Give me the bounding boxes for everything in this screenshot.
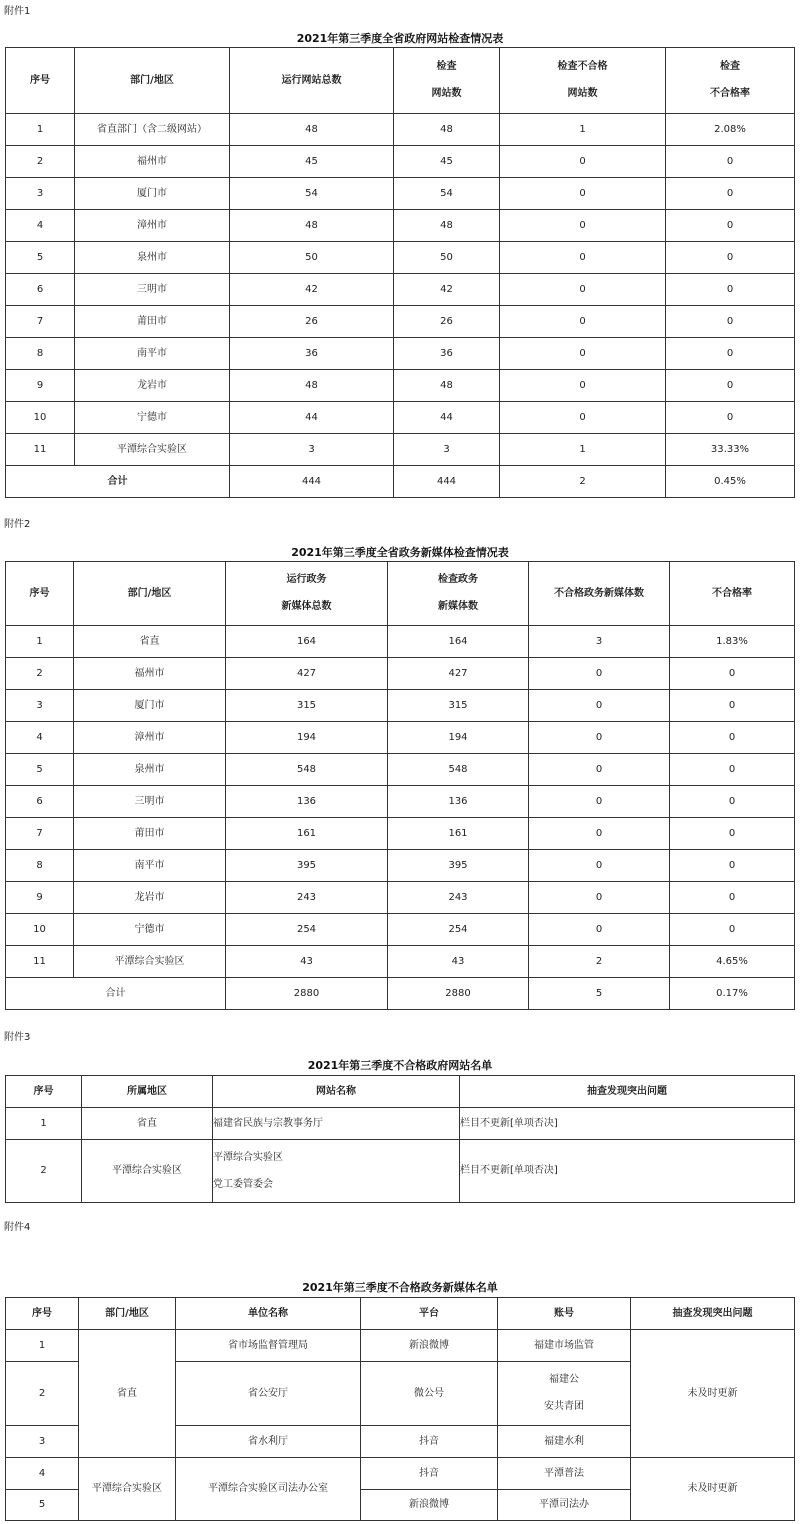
- row-rate: 0: [666, 402, 795, 434]
- row-seq: 11: [6, 434, 75, 466]
- table-row: [6, 1108, 795, 1140]
- row-unit: 省水利厅: [176, 1426, 361, 1458]
- row-rate: 0: [666, 338, 795, 370]
- row-failed: 0: [500, 402, 666, 434]
- row-seq: 5: [6, 1490, 79, 1521]
- row-region: 平潭综合实验区: [82, 1140, 213, 1203]
- table-row: [6, 850, 795, 882]
- row-failed: 0: [500, 178, 666, 210]
- row-seq: 2: [6, 1140, 82, 1203]
- row-total: 315: [226, 690, 388, 722]
- row-account: 平潭普法: [498, 1458, 631, 1490]
- row-rate: 0: [670, 818, 795, 850]
- col-header-issue: 抽查发现突出问题: [631, 1298, 795, 1330]
- row-platform: 微公号: [361, 1362, 498, 1426]
- row-failed: 0: [529, 658, 670, 690]
- col-header-fail-rate: 检查 不合格率: [666, 48, 795, 114]
- table-row: [6, 434, 795, 466]
- col-header-fail-rate: 不合格率: [670, 562, 795, 626]
- row-seq: 2: [6, 658, 74, 690]
- table-row: [6, 274, 795, 306]
- row-total: 243: [226, 882, 388, 914]
- table-row: [6, 626, 795, 658]
- row-dept: 厦门市: [75, 178, 230, 210]
- table-row: [6, 1140, 795, 1203]
- row-total: 36: [230, 338, 394, 370]
- row-rate: 0: [666, 242, 795, 274]
- table-row: [6, 178, 795, 210]
- row-seq: 1: [6, 1108, 82, 1140]
- table-row: [6, 658, 795, 690]
- row-rate: 0: [670, 914, 795, 946]
- row-failed: 3: [529, 626, 670, 658]
- row-checked: 161: [388, 818, 529, 850]
- col-header-seq: 序号: [6, 1298, 79, 1330]
- col-header-region: 所属地区: [82, 1076, 213, 1108]
- row-seq: 5: [6, 242, 75, 274]
- row-total: 45: [230, 146, 394, 178]
- row-rate: 0: [666, 210, 795, 242]
- row-issue: 未及时更新: [631, 1330, 795, 1458]
- row-total: 164: [226, 626, 388, 658]
- table-row: [6, 370, 795, 402]
- total-failed: 5: [529, 978, 670, 1010]
- row-dept: 三明市: [74, 786, 226, 818]
- row-rate: 0: [670, 658, 795, 690]
- row-seq: 9: [6, 882, 74, 914]
- attachment-1-title: 2021年第三季度全省政府网站检查情况表: [296, 32, 504, 45]
- col-header-dept: 部门/地区: [79, 1298, 176, 1330]
- row-dept: 三明市: [75, 274, 230, 306]
- row-dept: 南平市: [75, 338, 230, 370]
- row-seq: 10: [6, 402, 75, 434]
- row-unit: 省公安厅: [176, 1362, 361, 1426]
- row-total: 194: [226, 722, 388, 754]
- row-site-name: 平潭综合实验区 党工委管委会: [213, 1140, 460, 1203]
- table-row: [6, 210, 795, 242]
- row-checked: 3: [394, 434, 500, 466]
- row-rate: 1.83%: [670, 626, 795, 658]
- row-checked: 243: [388, 882, 529, 914]
- row-seq: 3: [6, 178, 75, 210]
- row-failed: 0: [500, 146, 666, 178]
- row-dept: 龙岩市: [74, 882, 226, 914]
- row-seq: 1: [6, 626, 74, 658]
- row-checked: 427: [388, 658, 529, 690]
- col-header-dept: 部门/地区: [75, 48, 230, 114]
- table-row: [6, 754, 795, 786]
- table-header-row: [6, 1076, 795, 1108]
- total-label: 合计: [6, 466, 230, 498]
- row-checked: 395: [388, 850, 529, 882]
- row-seq: 10: [6, 914, 74, 946]
- row-checked: 136: [388, 786, 529, 818]
- table-row: [6, 402, 795, 434]
- row-total: 427: [226, 658, 388, 690]
- table-row: [6, 306, 795, 338]
- attachment-3-title: 2021年第三季度不合格政府网站名单: [307, 1059, 493, 1072]
- row-site-name: 福建省民族与宗教事务厅: [213, 1108, 460, 1140]
- row-rate: 0: [666, 146, 795, 178]
- col-header-seq: 序号: [6, 1076, 82, 1108]
- row-dept: 福州市: [75, 146, 230, 178]
- row-failed: 0: [529, 690, 670, 722]
- col-header-issue: 抽查发现突出问题: [460, 1076, 795, 1108]
- row-seq: 3: [6, 690, 74, 722]
- total-media: 2880: [226, 978, 388, 1010]
- row-total: 54: [230, 178, 394, 210]
- row-unit: 平潭综合实验区司法办公室: [176, 1458, 361, 1521]
- col-header-checked-sites: 检查 网站数: [394, 48, 500, 114]
- row-rate: 0: [670, 722, 795, 754]
- table-row: [6, 914, 795, 946]
- row-seq: 8: [6, 850, 74, 882]
- total-sites: 444: [230, 466, 394, 498]
- row-failed: 0: [500, 370, 666, 402]
- table-row: [6, 946, 795, 978]
- row-checked: 194: [388, 722, 529, 754]
- row-dept: 漳州市: [74, 722, 226, 754]
- table-row: [6, 690, 795, 722]
- row-platform: 新浪微博: [361, 1490, 498, 1521]
- row-checked: 45: [394, 146, 500, 178]
- row-rate: 0: [670, 882, 795, 914]
- col-header-unit: 单位名称: [176, 1298, 361, 1330]
- row-failed: 0: [529, 818, 670, 850]
- attachment-3-label: 附件3: [4, 1032, 31, 1043]
- row-failed: 0: [529, 914, 670, 946]
- col-header-account: 账号: [498, 1298, 631, 1330]
- row-dept: 省直: [79, 1330, 176, 1458]
- row-seq: 4: [6, 1458, 79, 1490]
- row-dept: 厦门市: [74, 690, 226, 722]
- total-checked: 444: [394, 466, 500, 498]
- table-row: [6, 114, 795, 146]
- row-checked: 54: [394, 178, 500, 210]
- row-dept: 漳州市: [75, 210, 230, 242]
- row-failed: 0: [529, 882, 670, 914]
- table-row: [6, 786, 795, 818]
- row-unit: 省市场监督管理局: [176, 1330, 361, 1362]
- row-seq: 6: [6, 786, 74, 818]
- row-seq: 8: [6, 338, 75, 370]
- attachment-4-title: 2021年第三季度不合格政务新媒体名单: [302, 1281, 498, 1294]
- table-row: [6, 1330, 795, 1362]
- row-failed: 0: [529, 754, 670, 786]
- row-platform: 新浪微博: [361, 1330, 498, 1362]
- table-row: [6, 242, 795, 274]
- row-failed: 0: [529, 722, 670, 754]
- row-failed: 0: [500, 306, 666, 338]
- row-checked: 48: [394, 210, 500, 242]
- row-checked: 254: [388, 914, 529, 946]
- row-dept: 莆田市: [75, 306, 230, 338]
- row-seq: 2: [6, 1362, 79, 1426]
- total-rate: 0.45%: [666, 466, 795, 498]
- row-checked: 315: [388, 690, 529, 722]
- failed-websites-table: [5, 1075, 795, 1203]
- row-platform: 抖音: [361, 1426, 498, 1458]
- col-header-checked-media: 检查政务 新媒体数: [388, 562, 529, 626]
- row-total: 48: [230, 370, 394, 402]
- row-seq: 9: [6, 370, 75, 402]
- col-header-failed-media: 不合格政务新媒体数: [529, 562, 670, 626]
- row-checked: 26: [394, 306, 500, 338]
- row-region: 省直: [82, 1108, 213, 1140]
- row-platform: 抖音: [361, 1458, 498, 1490]
- attachment-4-label: 附件4: [4, 1222, 31, 1233]
- row-total: 548: [226, 754, 388, 786]
- row-seq: 7: [6, 306, 75, 338]
- row-rate: 0: [670, 786, 795, 818]
- col-header-platform: 平台: [361, 1298, 498, 1330]
- row-checked: 48: [394, 114, 500, 146]
- row-total: 26: [230, 306, 394, 338]
- row-checked: 43: [388, 946, 529, 978]
- row-seq: 1: [6, 114, 75, 146]
- row-account: 福建市场监管: [498, 1330, 631, 1362]
- row-rate: 2.08%: [666, 114, 795, 146]
- website-inspection-table: [5, 47, 795, 498]
- row-dept: 省直部门（含二级网站）: [75, 114, 230, 146]
- row-rate: 0: [670, 754, 795, 786]
- row-rate: 0: [666, 370, 795, 402]
- row-dept: 龙岩市: [75, 370, 230, 402]
- table-row: [6, 722, 795, 754]
- row-dept: 平潭综合实验区: [74, 946, 226, 978]
- row-total: 395: [226, 850, 388, 882]
- row-seq: 6: [6, 274, 75, 306]
- table-header-row: [6, 48, 795, 114]
- total-label: 合计: [6, 978, 226, 1010]
- row-total: 48: [230, 210, 394, 242]
- row-account: 平潭司法办: [498, 1490, 631, 1521]
- row-dept: 宁德市: [75, 402, 230, 434]
- failed-new-media-table: [5, 1297, 795, 1521]
- row-total: 254: [226, 914, 388, 946]
- table-row: [6, 338, 795, 370]
- row-rate: 0: [670, 690, 795, 722]
- row-rate: 0: [670, 850, 795, 882]
- col-header-dept: 部门/地区: [74, 562, 226, 626]
- row-total: 136: [226, 786, 388, 818]
- row-total: 48: [230, 114, 394, 146]
- row-dept: 泉州市: [75, 242, 230, 274]
- row-total: 44: [230, 402, 394, 434]
- row-failed: 1: [500, 114, 666, 146]
- row-total: 50: [230, 242, 394, 274]
- row-dept: 莆田市: [74, 818, 226, 850]
- row-dept: 宁德市: [74, 914, 226, 946]
- total-checked: 2880: [388, 978, 529, 1010]
- row-checked: 36: [394, 338, 500, 370]
- row-account: 福建公 安共青团: [498, 1362, 631, 1426]
- row-rate: 33.33%: [666, 434, 795, 466]
- total-failed: 2: [500, 466, 666, 498]
- row-issue: 栏目不更新[单项否决]: [460, 1108, 795, 1140]
- row-seq: 2: [6, 146, 75, 178]
- row-failed: 0: [500, 338, 666, 370]
- row-account: 福建水利: [498, 1426, 631, 1458]
- row-failed: 2: [529, 946, 670, 978]
- row-checked: 548: [388, 754, 529, 786]
- attachment-1-label: 附件1: [4, 6, 31, 17]
- table-total-row: [6, 978, 795, 1010]
- table-total-row: [6, 466, 795, 498]
- row-failed: 1: [500, 434, 666, 466]
- row-failed: 0: [529, 850, 670, 882]
- col-header-site-name: 网站名称: [213, 1076, 460, 1108]
- row-total: 3: [230, 434, 394, 466]
- row-rate: 4.65%: [670, 946, 795, 978]
- row-dept: 平潭综合实验区: [75, 434, 230, 466]
- table-row: [6, 818, 795, 850]
- row-seq: 11: [6, 946, 74, 978]
- row-dept: 福州市: [74, 658, 226, 690]
- row-issue: 栏目不更新[单项否决]: [460, 1140, 795, 1203]
- total-rate: 0.17%: [670, 978, 795, 1010]
- attachment-2-title: 2021年第三季度全省政务新媒体检查情况表: [291, 546, 509, 559]
- table-header-row: [6, 1298, 795, 1330]
- col-header-total-media: 运行政务 新媒体总数: [226, 562, 388, 626]
- row-seq: 4: [6, 210, 75, 242]
- row-seq: 7: [6, 818, 74, 850]
- row-failed: 0: [500, 210, 666, 242]
- row-dept: 省直: [74, 626, 226, 658]
- row-checked: 42: [394, 274, 500, 306]
- row-failed: 0: [529, 786, 670, 818]
- row-checked: 48: [394, 370, 500, 402]
- row-checked: 164: [388, 626, 529, 658]
- row-dept: 平潭综合实验区: [79, 1458, 176, 1521]
- row-total: 43: [226, 946, 388, 978]
- row-seq: 5: [6, 754, 74, 786]
- row-seq: 4: [6, 722, 74, 754]
- col-header-total-sites: 运行网站总数: [230, 48, 394, 114]
- row-rate: 0: [666, 306, 795, 338]
- col-header-seq: 序号: [6, 562, 74, 626]
- col-header-failed-sites: 检查不合格 网站数: [500, 48, 666, 114]
- row-rate: 0: [666, 178, 795, 210]
- new-media-inspection-table: [5, 561, 795, 1010]
- row-dept: 泉州市: [74, 754, 226, 786]
- row-seq: 3: [6, 1426, 79, 1458]
- row-rate: 0: [666, 274, 795, 306]
- row-failed: 0: [500, 242, 666, 274]
- table-header-row: [6, 562, 795, 626]
- row-total: 161: [226, 818, 388, 850]
- row-failed: 0: [500, 274, 666, 306]
- row-issue: 未及时更新: [631, 1458, 795, 1521]
- attachment-2-label: 附件2: [4, 519, 31, 530]
- row-seq: 1: [6, 1330, 79, 1362]
- table-row: [6, 1458, 795, 1490]
- row-checked: 50: [394, 242, 500, 274]
- row-total: 42: [230, 274, 394, 306]
- table-row: [6, 146, 795, 178]
- row-dept: 南平市: [74, 850, 226, 882]
- table-row: [6, 882, 795, 914]
- col-header-seq: 序号: [6, 48, 75, 114]
- row-checked: 44: [394, 402, 500, 434]
